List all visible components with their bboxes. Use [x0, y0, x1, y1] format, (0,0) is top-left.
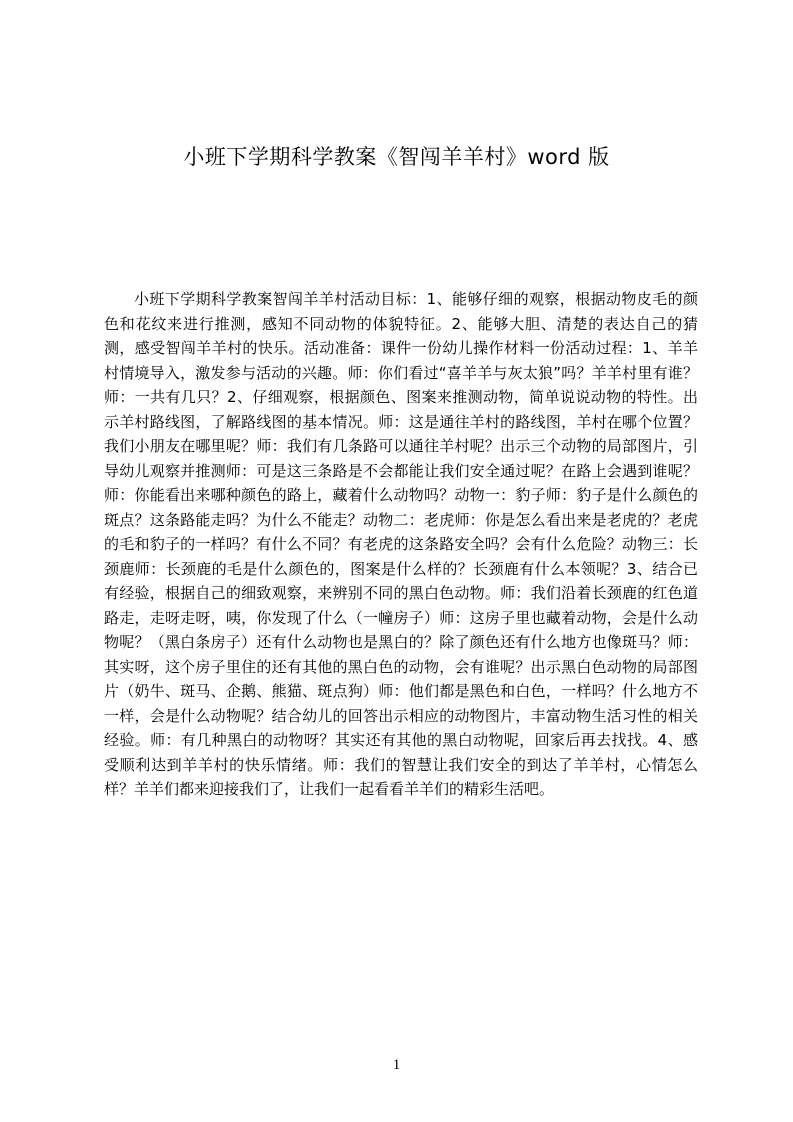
page-number: 1: [392, 1057, 401, 1073]
document-body-paragraph: 小班下学期科学教案智闯羊羊村活动目标：1、能够仔细的观察，根据动物皮毛的颜色和花纹来进行推测，感知不同动物的体貌特征。2、能够大胆、清楚的表达自己的猜测，感受智闯羊羊村的快乐。活动准备：课件一份幼儿操作材料一份活动过程：1、羊羊村情境导入，激发参与活动的兴趣。师：你们看过“喜羊羊与灰太狼”吗？羊羊村里有谁？师：一共有几只？2、仔细观察，根据颜色、图案来推测动物，简单说说动物的特性。出示羊村路线图，了解路线图的基本情况。师：这是通往羊村的路线图，羊村在哪个位置？我们小朋友在哪里呢？师：我们有几条路可以通往羊村呢？出示三个动物的局部图片，引导幼儿观察并推测师：可是这三条路是不会都能让我们安全通过呢？在路上会遇到谁呢？师：你能看出来哪种颜色的路上，藏着什么动物吗？动物一：豹子师：豹子是什么颜色的斑点？这条路能走吗？为什么不能走？动物二：老虎师：你是怎么看出来是老虎的？老虎的毛和豹子的一样吗？有什么不同？有老虎的这条路安全吗？会有什么危险？动物三：长颈鹿师：长颈鹿的毛是什么颜色的，图案是什么样的？长颈鹿有什么本领呢？3、结合已有经验，根据自己的细致观察，来辨别不同的黑白色动物。师：我们沿着长颈鹿的红色道路走，走呀走呀，咦，你发现了什么（一幢房子）师：这房子里也藏着动物，会是什么动物呢？（黑白条房子）还有什么动物也是黑白的？除了颜色还有什么地方也像斑马？师：其实呀，这个房子里住的还有其他的黑白色的动物，会有谁呢？出示黑白色动物的局部图片（奶牛、斑马、企鹅、熊猫、斑点狗）师：他们都是黑色和白色，一样吗？什么地方不一样，会是什么动物呢？结合幼儿的回答出示相应的动物图片，丰富动物生活习性的相关经验。师：有几种黑白的动物呀？其实还有其他的黑白动物呢，回家后再去找找。4、感受顺利达到羊羊村的快乐情绪。师：我们的智慧让我们安全的到达了羊羊村，心情怎么样？羊羊们都来迎接我们了，让我们一起看看羊羊们的精彩生活吧。: [104, 290, 698, 798]
document-title: 小班下学期科学教案《智闯羊羊村》word 版: [183, 145, 610, 169]
